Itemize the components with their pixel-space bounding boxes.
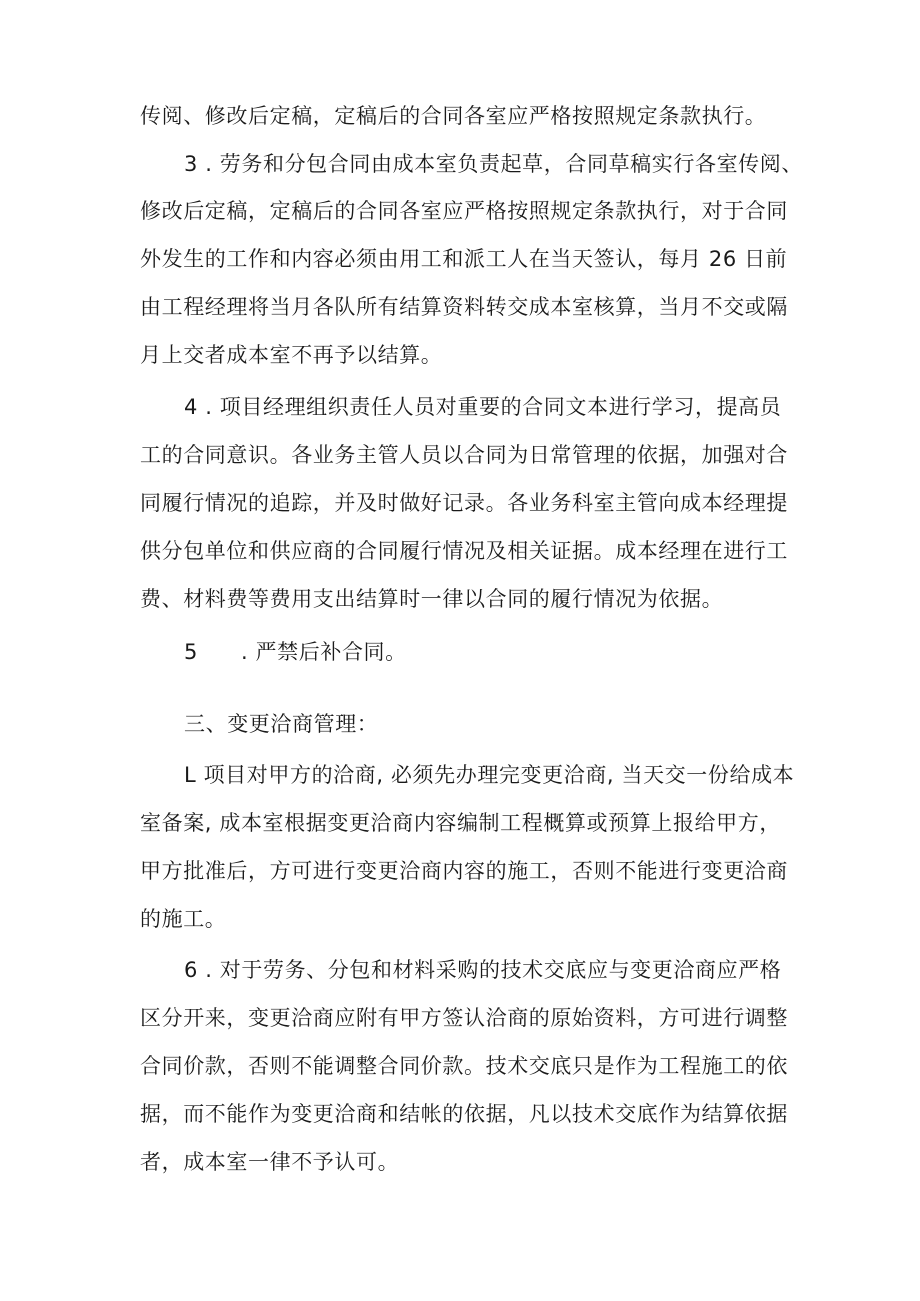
item-6-line-2: 区分开来，变更洽商应附有甲方签认洽商的原始资料，方可进行调整: [140, 1006, 788, 1030]
item-5-number: 5: [184, 640, 198, 664]
item-6-line-3: 合同价款，否则不能调整合同价款。技术交底只是作为工程施工的依: [140, 1054, 788, 1078]
item-4-line-1: 4 . 项目经理组织责任人员对重要的合同文本进行学习，提高员: [184, 395, 782, 419]
item-4-line-2: 工的合同意识。各业务主管人员以合同为日常管理的依据，加强对合: [140, 443, 788, 467]
section-3-heading: 三、变更洽商管理：: [184, 712, 379, 736]
item-l-line-1: L 项目对甲方的洽商, 必须先办理完变更洽商, 当天交一份给成本: [184, 763, 795, 787]
item-3-line-5: 月上交者成本室不再予以结算。: [140, 343, 443, 367]
item-3-line-2: 修改后定稿，定稿后的合同各室应严格按照规定条款执行，对于合同: [140, 199, 788, 223]
item-6-line-5: 者，成本室一律不予认可。: [140, 1150, 400, 1174]
item-l-line-3: 甲方批准后，方可进行变更洽商内容的施工，否则不能进行变更洽商: [140, 859, 788, 883]
item-3-line-3: 外发生的工作和内容必须由用工和派工人在当天签认，每月 26 日前: [140, 247, 788, 271]
item-3-line-4: 由工程经理将当月各队所有结算资料转交成本室核算，当月不交或隔: [140, 295, 788, 319]
item-6-line-4: 据，而不能作为变更洽商和结帐的依据，凡以技术交底作为结算依据: [140, 1102, 788, 1126]
item-4-line-4: 供分包单位和供应商的合同履行情况及相关证据。成本经理在进行工: [140, 539, 788, 563]
item-4-line-5: 费、材料费等费用支出结算时一律以合同的履行情况为依据。: [140, 587, 724, 611]
paragraph-prev-line-1: 传阅、修改后定稿，定稿后的合同各室应严格按照规定条款执行。: [140, 104, 767, 128]
item-3-line-1: 3 . 劳务和分包合同由成本室负责起草，合同草稿实行各室传阅、: [184, 152, 803, 176]
item-5-text: . 严禁后补合同。: [241, 640, 407, 664]
item-5: [0, 637, 920, 667]
item-l-line-4: 的施工。: [140, 907, 227, 931]
item-4-line-3: 同履行情况的追踪，并及时做好记录。各业务科室主管向成本经理提: [140, 491, 788, 515]
item-6-line-1: 6 . 对于劳务、分包和材料采购的技术交底应与变更洽商应严格: [184, 958, 782, 982]
item-l-line-2: 室备案, 成本室根据变更洽商内容编制工程概算或预算上报给甲方，: [140, 811, 781, 835]
